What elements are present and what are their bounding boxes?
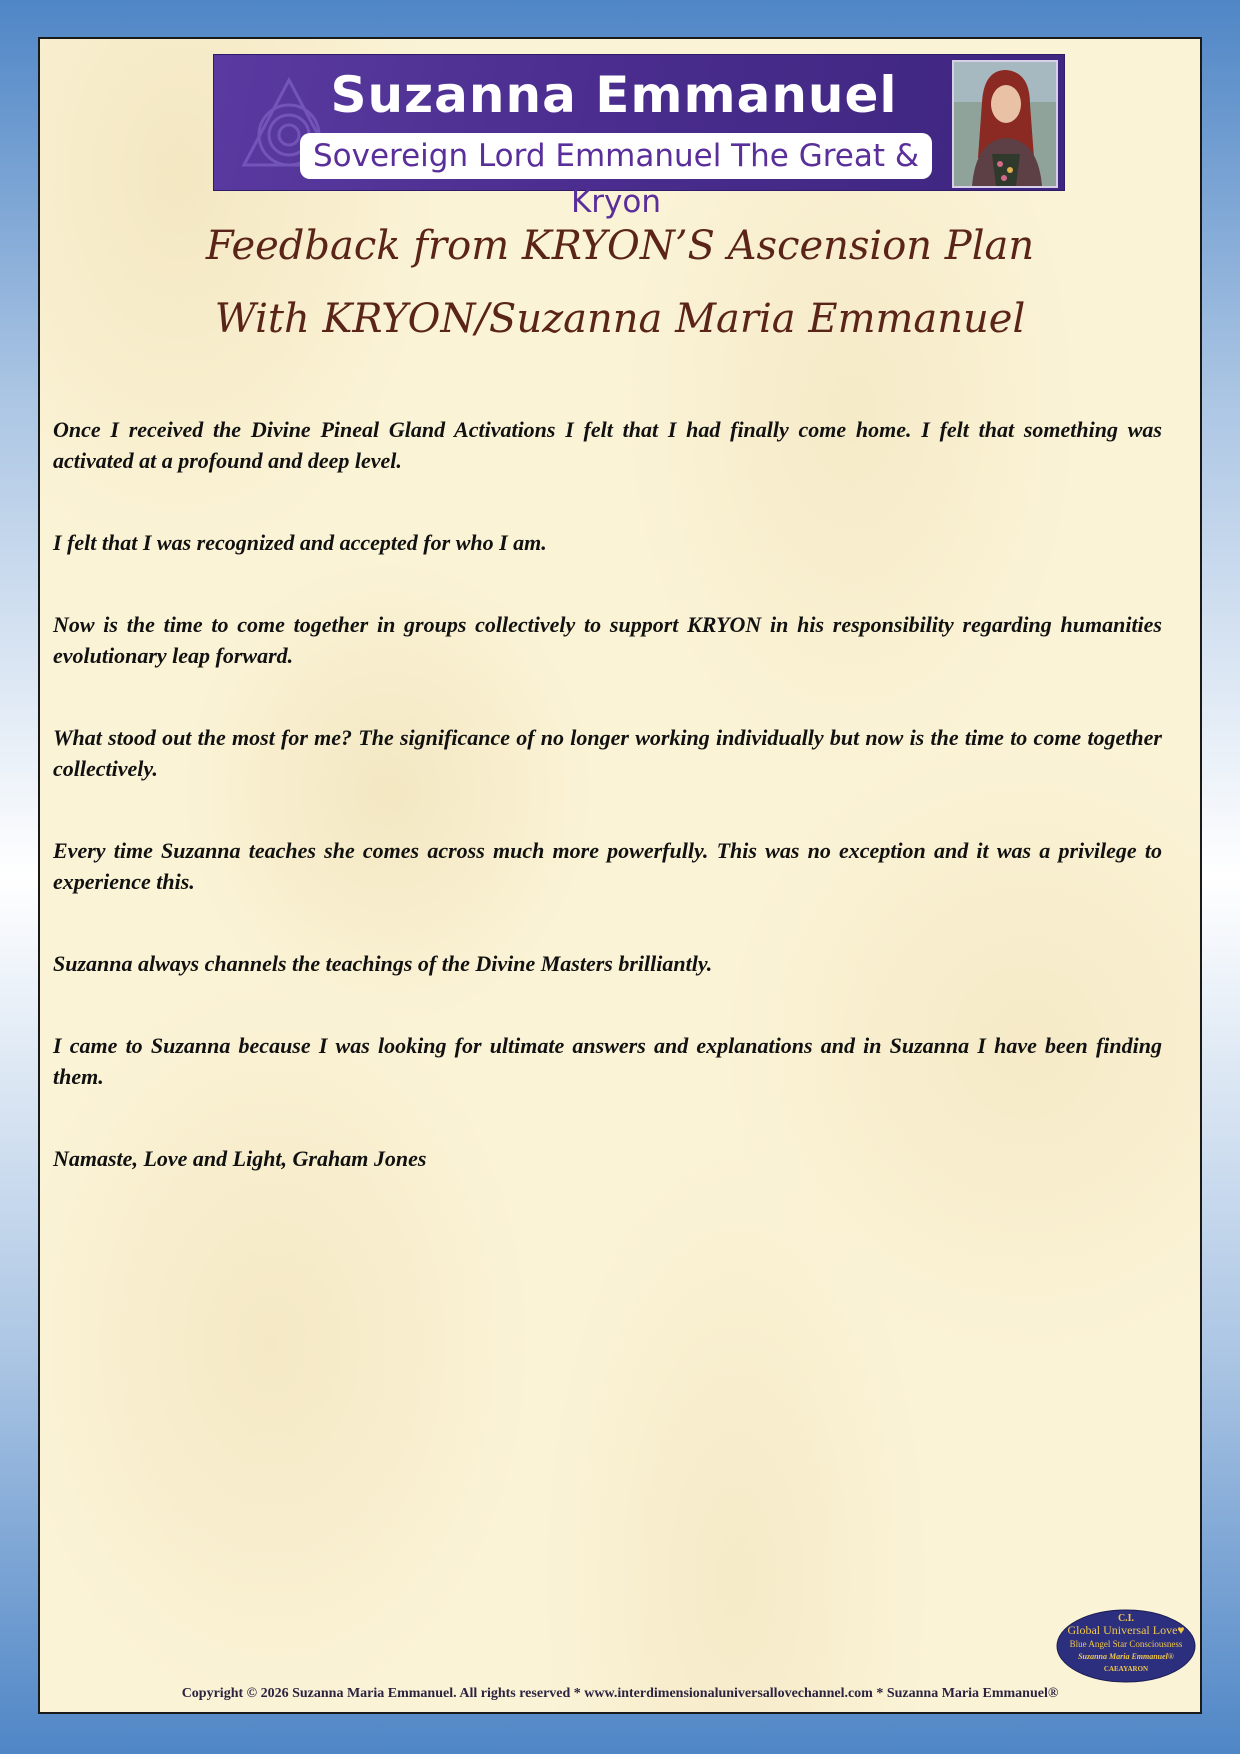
page-title-line-2: With KRYON/Suzanna Maria Emmanuel bbox=[214, 296, 1026, 342]
paragraph: I came to Suzanna because I was looking for ultimate answers and explanations and in Suzanna I have been finding them. bbox=[53, 1033, 1162, 1089]
paragraph: I felt that I was recognized and accepted for who I am. bbox=[53, 530, 547, 555]
banner-subtitle: Sovereign Lord Emmanuel The Great & Kryon bbox=[300, 133, 932, 179]
header-banner bbox=[213, 54, 1065, 220]
seal-line-2: Global Universal Love♥ bbox=[1067, 1623, 1185, 1637]
document-page bbox=[38, 37, 1202, 1714]
signature: Namaste, Love and Light, Graham Jones bbox=[53, 1146, 427, 1171]
seal-line-4: Suzanna Maria Emmanuel® bbox=[1078, 1652, 1174, 1661]
copyright-footer: Copyright © 2026 Suzanna Maria Emmanuel. All rights reserved * www.interdimensionaluniversallovechannel.com * Suzanna Maria Emmanuel® bbox=[181, 1686, 1059, 1701]
seal-line-3: Blue Angel Star Consciousness bbox=[1069, 1639, 1183, 1649]
banner-name: Suzanna Emmanuel bbox=[330, 66, 898, 124]
paragraph: What stood out the most for me? The significance of no longer working individually but now is the time to come together collectively. bbox=[53, 725, 1162, 781]
feedback-body bbox=[53, 414, 1162, 1225]
paragraph: Suzanna always channels the teachings of the Divine Masters brilliantly. bbox=[53, 951, 713, 976]
seal-line-1: C.I. bbox=[1117, 1613, 1135, 1624]
seal-line-5: CAEAYARON bbox=[1103, 1665, 1149, 1673]
paragraph: Now is the time to come together in groups collectively to support KRYON in his responsibility regarding humanities evolutionary leap forward. bbox=[53, 612, 1162, 668]
page-title-line-1: Feedback from KRYON’S Ascension Plan bbox=[205, 223, 1035, 269]
paragraph: Every time Suzanna teaches she comes across much more powerfully. This was no exception and it was a privilege to experience this. bbox=[53, 838, 1162, 894]
profile-photo bbox=[952, 60, 1058, 188]
seal-logo bbox=[1056, 1609, 1196, 1683]
paragraph: Once I received the Divine Pineal Gland Activations I felt that I had finally come home. I felt that something was activated at a profound and deep level. bbox=[53, 417, 1162, 473]
portrait-image bbox=[954, 62, 1056, 186]
